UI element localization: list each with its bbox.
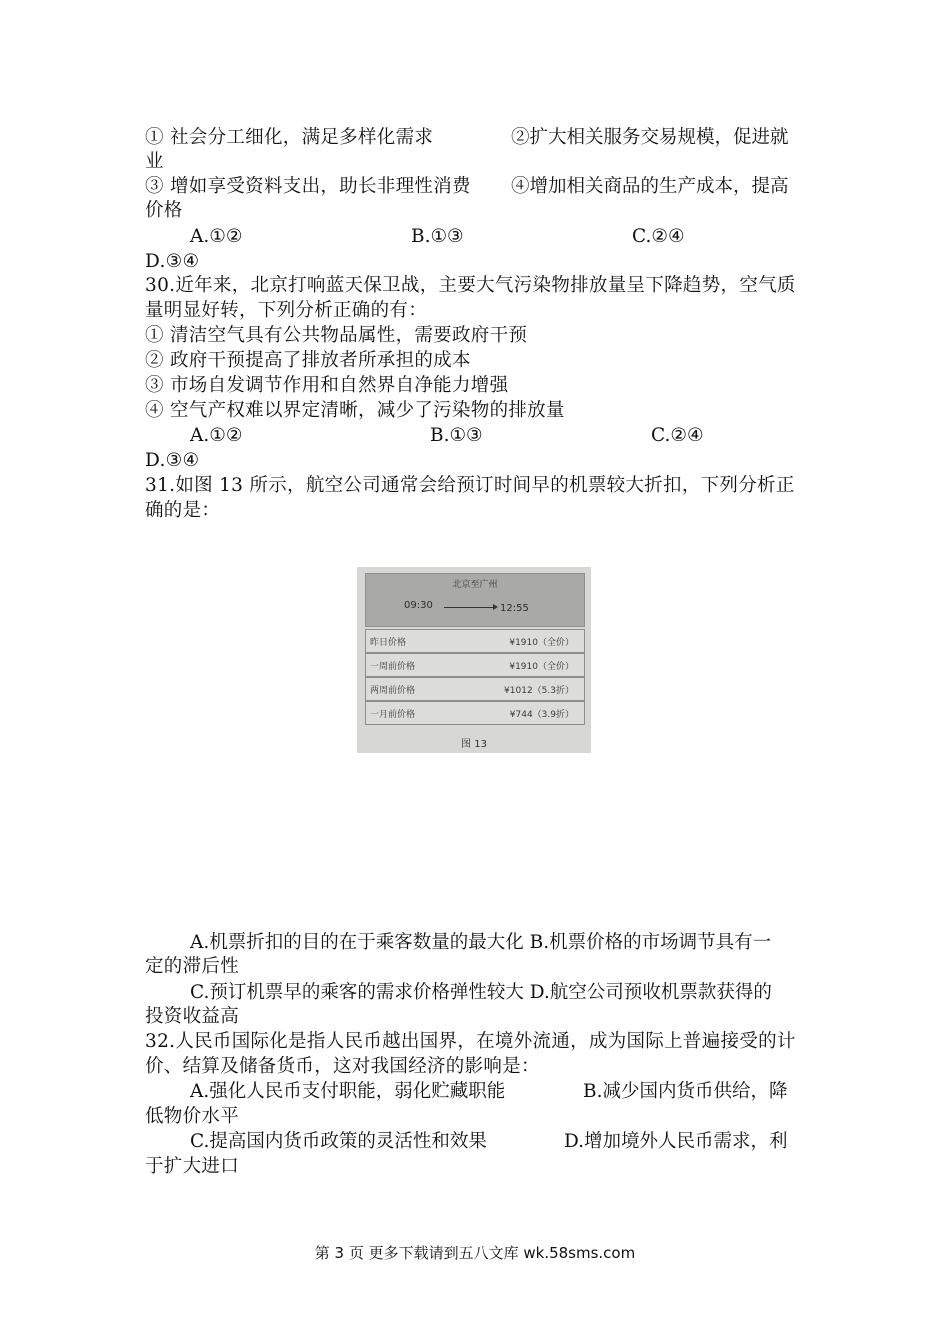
figure-price-row	[365, 701, 585, 725]
figure-row-label: 昨日价格	[370, 638, 407, 648]
q30-answer-b: B.①③	[430, 425, 483, 446]
q29-option-4-cont: 价格	[145, 200, 183, 221]
figure-header	[365, 573, 585, 627]
q32-stem-line1: 32.人民币国际化是指人民币越出国界，在境外流通，成为国际上普遍接受的计	[145, 1031, 796, 1052]
figure-row-label: 一周前价格	[370, 662, 416, 672]
q31-stem-line2: 确的是：	[145, 500, 221, 521]
q29-option-1: ① 社会分工细化，满足多样化需求	[145, 127, 434, 148]
q31-answers-cd: C.预订机票早的乘客的需求价格弹性较大 D.航空公司预收机票款获得的	[190, 982, 772, 1003]
figure-route: 北京至广州	[452, 580, 498, 590]
figure-row-value: ¥744（3.9折）	[509, 710, 574, 720]
q30-answer-a: A.①②	[190, 425, 243, 446]
q29-option-4: ④增加相关商品的生产成本，提高	[511, 176, 789, 197]
q32-answer-c: C.提高国内货币政策的灵活性和效果	[190, 1131, 487, 1152]
figure-row-label: 一月前价格	[370, 710, 416, 720]
q30-answer-d: D.③④	[145, 450, 200, 471]
figure-row-value: ¥1910（全价）	[509, 662, 574, 672]
figure-caption: 图 13	[461, 739, 487, 750]
q32-answer-d: D.增加境外人民币需求，利	[564, 1131, 788, 1152]
q30-statement-3: ③ 市场自发调节作用和自然界自净能力增强	[145, 375, 509, 396]
q31-answers-ab: A.机票折扣的目的在于乘客数量的最大化 B.机票价格的市场调节具有一	[190, 932, 772, 953]
q29-answer-a: A.①②	[190, 226, 243, 247]
q30-stem-line1: 30.近年来，北京打响蓝天保卫战，主要大气污染物排放量呈下降趋势，空气质	[145, 275, 796, 296]
q29-answer-d: D.③④	[145, 251, 200, 272]
q30-statement-4: ④ 空气产权难以界定清晰，减少了污染物的排放量	[145, 400, 565, 421]
figure-price-row	[365, 677, 585, 701]
q30-answer-c: C.②④	[651, 425, 704, 446]
figure-price-row	[365, 629, 585, 653]
q32-answer-b-cont: 低物价水平	[145, 1106, 240, 1127]
q31-answers-cd-cont: 投资收益高	[145, 1006, 240, 1027]
q32-answer-b: B.减少国内货币供给，降	[583, 1081, 788, 1102]
q32-answer-d-cont: 于扩大进口	[145, 1156, 240, 1177]
figure-price-row	[365, 653, 585, 677]
figure-depart-time: 09:30	[404, 600, 433, 611]
q31-figure-ticket-prices	[357, 567, 591, 753]
page-footer: 第 3 页 更多下载请到五八文库 wk.58sms.com	[314, 1244, 636, 1262]
q29-option-3: ③ 增如享受资料支出，助长非理性消费	[145, 176, 471, 197]
q32-stem-line2: 价、结算及储备货币，这对我国经济的影响是：	[145, 1056, 540, 1077]
arrow-right-icon	[444, 607, 494, 608]
figure-arrive-time: 12:55	[500, 603, 529, 614]
q29-option-2-cont: 业	[145, 151, 164, 172]
q30-stem-line2: 量明显好转，下列分析正确的有：	[145, 300, 428, 321]
q31-stem-line1: 31.如图 13 所示，航空公司通常会给预订时间早的机票较大折扣，下列分析正	[145, 475, 795, 496]
q29-option-2: ②扩大相关服务交易规模，促进就	[511, 127, 789, 148]
q30-statement-2: ② 政府干预提高了排放者所承担的成本	[145, 350, 471, 371]
q30-statement-1: ① 清洁空气具有公共物品属性，需要政府干预	[145, 325, 528, 346]
figure-row-value: ¥1910（全价）	[509, 638, 574, 648]
figure-row-label: 两周前价格	[370, 686, 416, 696]
q29-answer-c: C.②④	[632, 226, 685, 247]
q31-answers-ab-cont: 定的滞后性	[145, 956, 240, 977]
figure-row-value: ¥1012（5.3折）	[504, 686, 574, 696]
q32-answer-a: A.强化人民币支付职能，弱化贮藏职能	[190, 1081, 506, 1102]
q29-answer-b: B.①③	[411, 226, 464, 247]
